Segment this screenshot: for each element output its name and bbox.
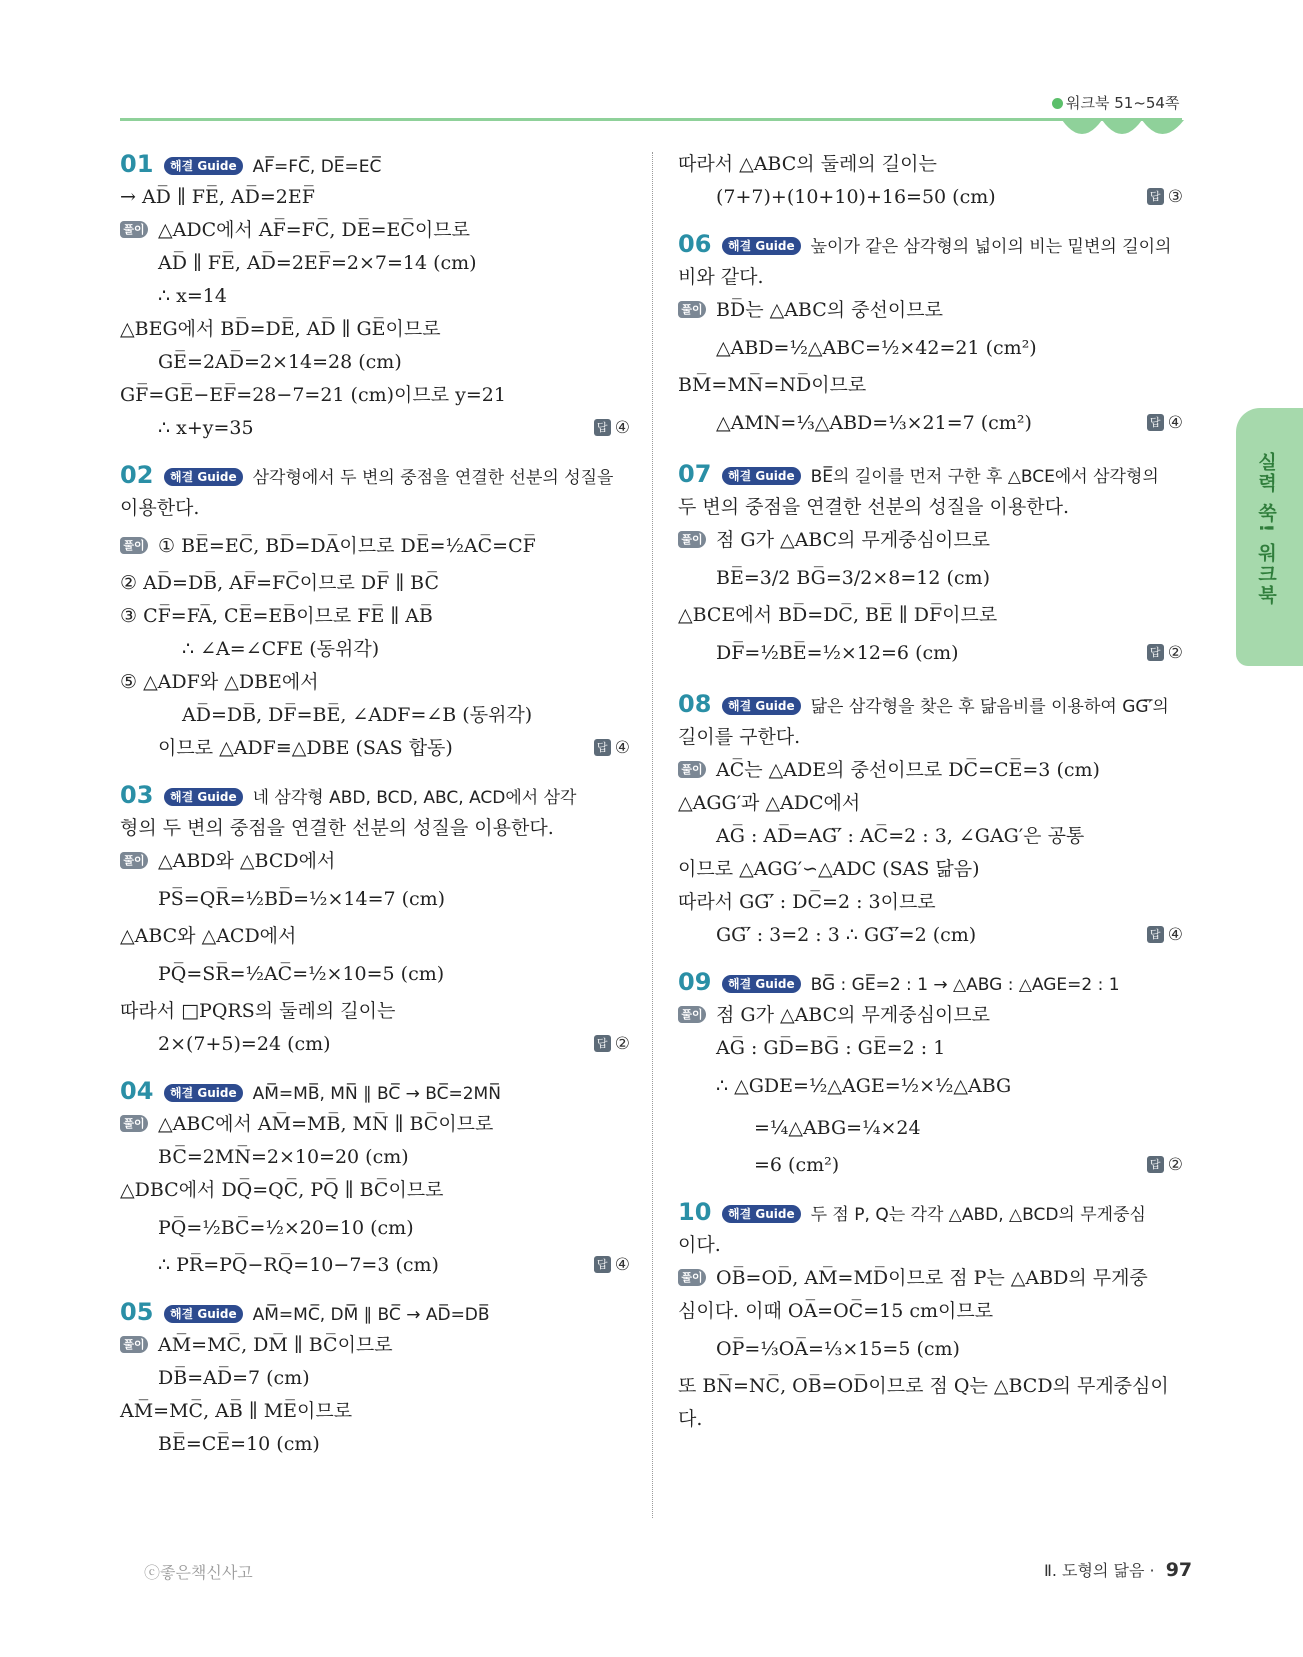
line-text: 형의 두 변의 중점을 연결한 선분의 성질을 이용한다. [120, 817, 554, 839]
text-line [120, 567, 630, 600]
publisher-mark: ⓒ좋은책신사고 [144, 1563, 253, 1582]
line-text: 다. [678, 1408, 703, 1430]
text-line [678, 721, 1183, 754]
text-line [678, 327, 1183, 369]
text-line [120, 1174, 630, 1207]
text-line [120, 666, 630, 699]
text-line [120, 1428, 630, 1461]
solution-text: 점 G가 △ABC의 무게중심이므로 [716, 1004, 991, 1026]
page-footer: Ⅱ. 도형의 닮음 · 97 [1044, 1559, 1193, 1581]
line-text: 두 변의 중점을 연결한 선분의 성질을 이용한다. [678, 496, 1070, 518]
solution-badge: 풀이 [120, 1336, 148, 1353]
line-text: △AMN=⅓△ABD=⅓×21=7 (cm²) [716, 412, 1032, 434]
answer-mark [1147, 1149, 1183, 1182]
line-text: AG̅ : GD̅=BG̅ : GE̅=2 : 1 [716, 1037, 946, 1059]
page-number: 97 [1165, 1559, 1193, 1581]
line-text: DF̅=½BE̅=½×12=6 (cm) [716, 642, 959, 664]
problem-number: 09 [678, 968, 712, 996]
text-line [678, 557, 1183, 599]
line-text: 따라서 GG′̅ : DC̅=2 : 3이므로 [678, 891, 936, 913]
text-line [120, 633, 630, 666]
text-line [120, 1028, 630, 1061]
problem-number: 07 [678, 460, 712, 488]
text-line [120, 181, 630, 214]
solution-badge: 풀이 [678, 761, 706, 778]
line-text: AG̅ : AD̅=AG′̅ : AC̅=2 : 3, ∠GAG′은 공통 [716, 825, 1085, 847]
answer-value: ③ [1167, 187, 1183, 207]
guide-badge: 해결 Guide [164, 157, 243, 175]
guide-text: 두 점 P, Q는 각각 △ABD, △BCD의 무게중심 [810, 1205, 1146, 1225]
solution-text: ① BE̅=EC̅, BD̅=DA̅이므로 DE̅=½AC̅=CF̅ [158, 535, 536, 557]
solution-line [678, 1262, 1183, 1295]
header-rule [120, 118, 1182, 121]
text-line [120, 1207, 630, 1249]
guide-badge: 해결 Guide [722, 237, 801, 255]
guide-text: BE̅의 길이를 먼저 구한 후 △BCE에서 삼각형의 [810, 467, 1159, 487]
answer-icon: 답 [1147, 926, 1164, 943]
line-text: AD̅ ∥ FE̅, AD̅=2EF̅=2×7=14 (cm) [158, 252, 477, 274]
text-line [678, 491, 1183, 524]
line-text: 이다. [678, 1234, 721, 1256]
column-divider [652, 152, 653, 1518]
line-text: PS̅=QR̅=½BD̅=½×14=7 (cm) [158, 888, 446, 910]
text-line [120, 1395, 630, 1428]
guide-badge: 해결 Guide [164, 1305, 243, 1323]
line-text: =¼△ABG=¼×24 [754, 1117, 921, 1139]
answer-value: ② [1167, 1155, 1183, 1175]
line-text: ② AD̅=DB̅, AF̅=FC̅이므로 DF̅ ∥ BC̅ [120, 572, 439, 594]
guide-text: 높이가 같은 삼각형의 넓이의 비는 밑변의 길이의 [810, 237, 1172, 257]
answer-value: ② [614, 1034, 630, 1054]
text-line [678, 1149, 1183, 1182]
answer-value: ④ [1167, 413, 1183, 433]
answer-value: ④ [614, 738, 630, 758]
text-line [120, 412, 630, 445]
guide-text: 닮은 삼각형을 찾은 후 닮음비를 이용하여 GG′̅의 [810, 697, 1169, 717]
solution-badge: 풀이 [120, 852, 148, 869]
problem-heading [678, 688, 1183, 721]
text-line [120, 920, 630, 953]
line-text: → AD̅ ∥ FE̅, AD̅=2EF̅ [120, 186, 315, 208]
guide-text: AM̅=MB̅, MN̅ ∥ BC̅ → BC̅=2MN̅ [252, 1084, 501, 1104]
solution-badge: 풀이 [678, 301, 706, 318]
line-text: ∴ △GDE=½△AGE=½×½△ABG [716, 1075, 1012, 1097]
text-line [678, 820, 1183, 853]
problem-number: 05 [120, 1298, 154, 1326]
guide-badge: 해결 Guide [164, 1084, 243, 1102]
text-line [678, 1107, 1183, 1149]
chapter-title: Ⅱ. 도형의 닮음 [1044, 1561, 1145, 1580]
solution-badge: 풀이 [120, 1115, 148, 1132]
problem-number: 10 [678, 1198, 712, 1226]
line-text: BE̅=3/2 BG̅=3/2×8=12 (cm) [716, 567, 990, 589]
line-text: BC̅=2MN̅=2×10=20 (cm) [158, 1146, 409, 1168]
text-line [678, 402, 1183, 444]
line-text: △ABD=½△ABC=½×42=21 (cm²) [716, 337, 1037, 359]
text-line [678, 369, 1183, 402]
text-line [678, 886, 1183, 919]
line-text: △BEG에서 BD̅=DE̅, AD̅ ∥ GE̅이므로 [120, 318, 441, 340]
answer-value: ④ [614, 1255, 630, 1275]
workbook-reference: 워크북 51~54쪽 [1066, 94, 1180, 112]
text-line [678, 787, 1183, 820]
problem-number: 01 [120, 150, 154, 178]
line-text: PQ̅=SR̅=½AC̅=½×10=5 (cm) [158, 963, 445, 985]
solution-text: 점 G가 △ABC의 무게중심이므로 [716, 529, 991, 551]
line-text: =6 (cm²) [754, 1154, 840, 1176]
line-text: 길이를 구한다. [678, 726, 801, 748]
answer-mark [1147, 181, 1183, 214]
text-line [678, 1370, 1183, 1403]
line-text: 따라서 □PQRS의 둘레의 길이는 [120, 1000, 396, 1022]
solution-badge: 풀이 [678, 531, 706, 548]
line-text: AD̅=DB̅, DF̅=BE̅, ∠ADF=∠B (동위각) [182, 704, 533, 726]
text-line [678, 261, 1183, 294]
text-line [120, 280, 630, 313]
solution-text: AM̅=MC̅, DM̅ ∥ BC̅이므로 [158, 1334, 393, 1356]
line-text: 따라서 △ABC의 둘레의 길이는 [678, 153, 937, 175]
line-text: ③ CF̅=FA̅, CE̅=EB̅이므로 FE̅ ∥ AB̅ [120, 605, 433, 627]
guide-badge: 해결 Guide [722, 697, 801, 715]
answer-mark [1147, 919, 1183, 952]
text-line [120, 492, 630, 525]
line-text: △DBC에서 DQ̅=QC̅, PQ̅ ∥ BC̅이므로 [120, 1179, 444, 1201]
problem-heading [678, 1196, 1183, 1229]
problem-number: 04 [120, 1077, 154, 1105]
line-text: GG′̅ : 3=2 : 3 ∴ GG′̅=2 (cm) [716, 924, 977, 946]
problem-number: 02 [120, 461, 154, 489]
header-scallop-decoration [1062, 120, 1184, 134]
answer-value: ④ [1167, 925, 1183, 945]
line-text: 이므로 △AGG′∽△ADC (SAS 닮음) [678, 858, 980, 880]
text-line [678, 1328, 1183, 1370]
solution-line [120, 1108, 630, 1141]
solution-line [678, 294, 1183, 327]
solution-badge: 풀이 [120, 537, 148, 554]
guide-badge: 해결 Guide [164, 788, 243, 806]
solution-badge: 풀이 [678, 1006, 706, 1023]
text-line [120, 379, 630, 412]
line-text: ∴ x+y=35 [158, 417, 254, 439]
problem-heading [120, 1075, 630, 1108]
answer-icon: 답 [1147, 644, 1164, 661]
problem-heading [678, 966, 1183, 999]
line-text: △ABC와 △ACD에서 [120, 925, 297, 947]
answer-mark [594, 732, 630, 765]
text-line [678, 599, 1183, 632]
text-line [678, 1032, 1183, 1065]
line-text: GF̅=GE̅−EF̅=28−7=21 (cm)이므로 y=21 [120, 384, 506, 406]
guide-text: 삼각형에서 두 변의 중점을 연결한 선분의 성질을 [252, 468, 614, 488]
answer-icon: 답 [1147, 188, 1164, 205]
guide-text: AF̅=FC̅, DE̅=EC̅ [252, 157, 382, 177]
solution-line [678, 524, 1183, 557]
left-column [120, 148, 630, 1461]
answer-icon: 답 [594, 739, 611, 756]
answer-mark [1147, 632, 1183, 674]
solution-badge: 풀이 [678, 1269, 706, 1286]
solution-text: AC̅는 △ADE의 중선이므로 DC̅=CE̅=3 (cm) [716, 759, 1100, 781]
solution-badge: 풀이 [120, 221, 148, 238]
line-text: ∴ PR̅=PQ̅−RQ̅=10−7=3 (cm) [158, 1254, 439, 1276]
text-line [678, 1403, 1183, 1436]
problem-heading [120, 459, 630, 492]
text-line [120, 1141, 630, 1174]
right-column [678, 148, 1183, 1436]
text-line [678, 632, 1183, 674]
guide-text: BG̅ : GE̅=2 : 1 → △ABG : △AGE=2 : 1 [810, 975, 1120, 995]
guide-text: 네 삼각형 ABD, BCD, ABC, ACD에서 삼각 [252, 788, 577, 808]
line-text: 또 BN̅=NC̅, OB̅=OD̅이므로 점 Q는 △BCD의 무게중심이 [678, 1375, 1169, 1397]
text-line [120, 600, 630, 633]
problem-heading [678, 458, 1183, 491]
solution-line [678, 754, 1183, 787]
guide-badge: 해결 Guide [722, 467, 801, 485]
text-line [678, 148, 1183, 181]
text-line [678, 919, 1183, 952]
text-line [120, 313, 630, 346]
text-line [120, 346, 630, 379]
line-text: △AGG′과 △ADC에서 [678, 792, 861, 814]
line-text: ∴ x=14 [158, 285, 227, 307]
guide-badge: 해결 Guide [164, 468, 243, 486]
answer-mark [594, 1028, 630, 1061]
text-line [120, 732, 630, 765]
problem-number: 06 [678, 230, 712, 258]
text-line [678, 1295, 1183, 1328]
problem-heading [120, 1296, 630, 1329]
answer-mark [594, 412, 630, 445]
problem-heading [120, 779, 630, 812]
line-text: DB̅=AD̅=7 (cm) [158, 1367, 310, 1389]
answer-icon: 답 [1147, 414, 1164, 431]
text-line [120, 953, 630, 995]
line-text: OP̅=⅓OA̅=⅓×15=5 (cm) [716, 1338, 960, 1360]
line-text: △BCE에서 BD̅=DC̅, BE̅ ∥ DF̅이므로 [678, 604, 998, 626]
text-line [120, 247, 630, 280]
answer-icon: 답 [594, 419, 611, 436]
solution-line [678, 999, 1183, 1032]
side-tab-label: 실력 쑥! 워크북 [1255, 452, 1277, 606]
line-text: ∴ ∠A=∠CFE (동위각) [182, 638, 380, 660]
solution-text: BD̅는 △ABC의 중선이므로 [716, 299, 943, 321]
guide-text: AM̅=MC̅, DM̅ ∥ BC̅ → AD̅=DB̅ [252, 1305, 490, 1325]
guide-badge: 해결 Guide [722, 1205, 801, 1223]
answer-value: ④ [614, 418, 630, 438]
solution-line [120, 214, 630, 247]
text-line [120, 878, 630, 920]
answer-icon: 답 [1147, 1156, 1164, 1173]
solution-line [120, 525, 630, 567]
answer-mark [594, 1249, 630, 1282]
text-line [120, 995, 630, 1028]
line-text: (7+7)+(10+10)+16=50 (cm) [716, 186, 996, 208]
text-line [678, 181, 1183, 214]
problem-heading [120, 148, 630, 181]
problem-number: 03 [120, 781, 154, 809]
answer-mark [1147, 402, 1183, 444]
solution-text: △ABC에서 AM̅=MB̅, MN̅ ∥ BC̅이므로 [158, 1113, 494, 1135]
answer-icon: 답 [594, 1035, 611, 1052]
text-line [678, 1065, 1183, 1107]
line-text: 2×(7+5)=24 (cm) [158, 1033, 331, 1055]
text-line [120, 812, 630, 845]
line-text: BE̅=CE̅=10 (cm) [158, 1433, 320, 1455]
text-line [120, 699, 630, 732]
line-text: ⑤ △ADF와 △DBE에서 [120, 671, 319, 693]
text-line [120, 1249, 630, 1282]
problem-number: 08 [678, 690, 712, 718]
text-line [120, 1362, 630, 1395]
line-text: AM̅=MC̅, AB̅ ∥ ME̅이므로 [120, 1400, 353, 1422]
line-text: PQ̅=½BC̅=½×20=10 (cm) [158, 1217, 414, 1239]
line-text: 비와 같다. [678, 266, 764, 288]
line-text: 심이다. 이때 OA̅=OC̅=15 cm이므로 [678, 1300, 994, 1322]
solution-text: OB̅=OD̅, AM̅=MD̅이므로 점 P는 △ABD의 무게중 [716, 1267, 1148, 1289]
answer-value: ② [1167, 643, 1183, 663]
line-text: GE̅=2AD̅=2×14=28 (cm) [158, 351, 402, 373]
text-line [678, 853, 1183, 886]
line-text: 이용한다. [120, 497, 200, 519]
text-line [678, 1229, 1183, 1262]
guide-badge: 해결 Guide [722, 975, 801, 993]
line-text: 이므로 △ADF≡△DBE (SAS 합동) [158, 737, 453, 759]
answer-icon: 답 [594, 1256, 611, 1273]
line-text: BM̅=MN̅=ND̅이므로 [678, 374, 867, 396]
problem-heading [678, 228, 1183, 261]
solution-text: △ABD와 △BCD에서 [158, 850, 336, 872]
solution-line [120, 845, 630, 878]
solution-line [120, 1329, 630, 1362]
solution-text: △ADC에서 AF̅=FC̅, DE̅=EC̅이므로 [158, 219, 470, 241]
